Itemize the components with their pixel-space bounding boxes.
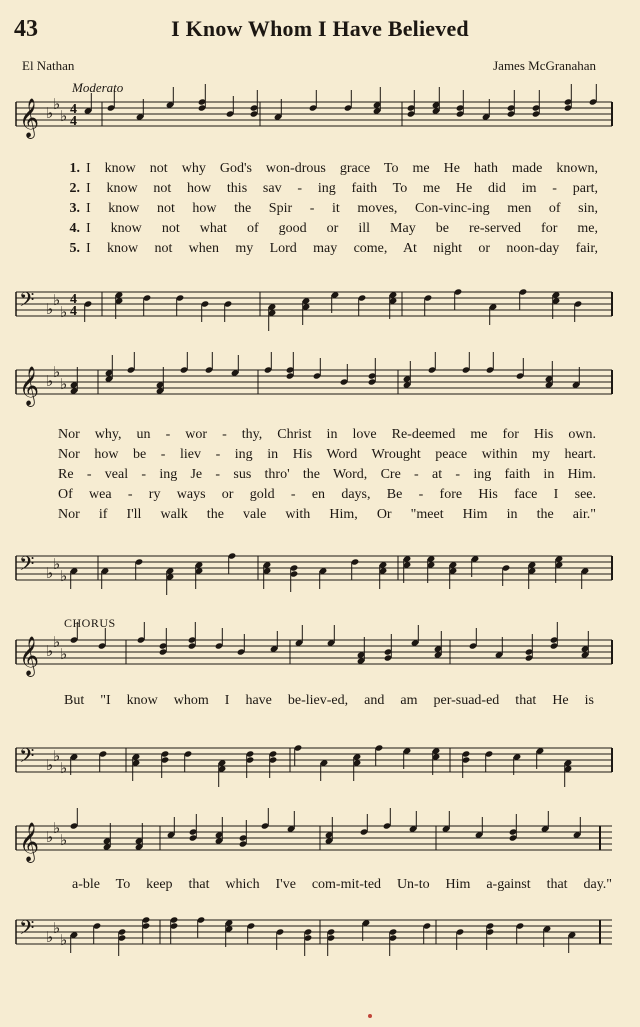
hymn-title: I Know Whom I Have Believed — [171, 16, 469, 41]
flat-icon: ♭ — [53, 819, 61, 837]
chorus-line-2: a-ble To keep that which I've com-mit-ted Un-to Him a-gainst that day." — [72, 877, 612, 892]
system-4-treble — [0, 820, 640, 860]
flat-icon: ♭ — [60, 931, 68, 949]
treble-clef-icon: 𝄞 — [19, 366, 40, 406]
flat-icon: ♭ — [53, 919, 61, 937]
bass-clef-icon: 𝄢 — [19, 744, 35, 772]
verse-2-line-1: 2. I know not how this sav - ing faith To me He did im - part, — [69, 181, 598, 196]
lyricist: El Nathan — [22, 58, 75, 73]
flat-icon: ♭ — [46, 104, 54, 122]
flat-icon: ♭ — [53, 633, 61, 651]
composer: James McGranahan — [493, 58, 596, 73]
system-3-bass — [0, 742, 640, 782]
system-4-bass — [0, 914, 640, 954]
ink-dot — [368, 1014, 372, 1018]
treble-clef-icon: 𝄞 — [19, 98, 40, 138]
bass-clef-icon: 𝄢 — [19, 916, 35, 944]
flat-icon: ♭ — [46, 300, 54, 318]
verse-4-line-1: 4. I know not what of good or ill May be re-served for me, — [69, 221, 598, 236]
flat-icon: ♭ — [46, 828, 54, 846]
time-signature-digit: 4 — [70, 292, 77, 307]
flat-icon: ♭ — [46, 756, 54, 774]
flat-icon: ♭ — [53, 555, 61, 573]
verse-1-line-2: Nor why, un - wor - thy, Christ in love Re-deemed me for His own. — [58, 427, 596, 442]
flat-icon: ♭ — [53, 95, 61, 113]
system-2-treble — [0, 364, 640, 404]
flat-icon: ♭ — [60, 831, 68, 849]
flat-icon: ♭ — [46, 642, 54, 660]
bass-clef-icon: 𝄢 — [19, 552, 35, 580]
flat-icon: ♭ — [60, 107, 68, 125]
time-signature-digit: 4 — [70, 304, 77, 319]
verse-3-line-1: 3. I know not how the Spir - it moves, Con-vinc-ing men of sin, — [69, 201, 598, 216]
bass-clef-icon: 𝄢 — [19, 288, 35, 316]
flat-icon: ♭ — [60, 375, 68, 393]
flat-icon: ♭ — [53, 363, 61, 381]
flat-icon: ♭ — [60, 645, 68, 663]
flat-icon: ♭ — [46, 928, 54, 946]
tempo-marking: Moderato — [72, 80, 124, 95]
system-1-treble — [0, 96, 640, 136]
verse-1-line-1: 1. I know not why God's won-drous grace To me He hath made known, — [69, 161, 598, 176]
verse-3-line-2: Re - veal - ing Je - sus thro' the Word, Cre - at - ing faith in Him. — [58, 467, 596, 482]
flat-icon: ♭ — [46, 564, 54, 582]
time-signature-digit: 4 — [70, 114, 77, 129]
system-1-bass — [0, 286, 640, 326]
flat-icon: ♭ — [60, 759, 68, 777]
verse-4-line-2: Of wea - ry ways or gold - en days, Be - fore His face I see. — [58, 487, 596, 502]
flat-icon: ♭ — [53, 747, 61, 765]
flat-icon: ♭ — [60, 303, 68, 321]
time-signature-digit: 4 — [70, 102, 77, 117]
verse-5-line-1: 5. I know not when my Lord may come, At night or noon-day fair, — [69, 241, 598, 256]
verse-2-line-2: Nor how be - liev - ing in His Word Wrought peace within my heart. — [58, 447, 596, 462]
system-2-bass — [0, 550, 640, 590]
verse-5-line-2: Nor if I'll walk the vale with Him, Or "meet Him in the air." — [58, 507, 596, 522]
system-3-treble — [0, 634, 640, 674]
flat-icon: ♭ — [60, 567, 68, 585]
chorus-line-1: But "I know whom I have be-liev-ed, and am per-suad-ed that He is — [64, 693, 594, 708]
chorus-label: CHORUS — [64, 616, 116, 630]
flat-icon: ♭ — [46, 372, 54, 390]
hymn-number: 43 — [14, 16, 38, 42]
flat-icon: ♭ — [53, 291, 61, 309]
treble-clef-icon: 𝄞 — [19, 636, 40, 676]
treble-clef-icon: 𝄞 — [19, 822, 40, 862]
